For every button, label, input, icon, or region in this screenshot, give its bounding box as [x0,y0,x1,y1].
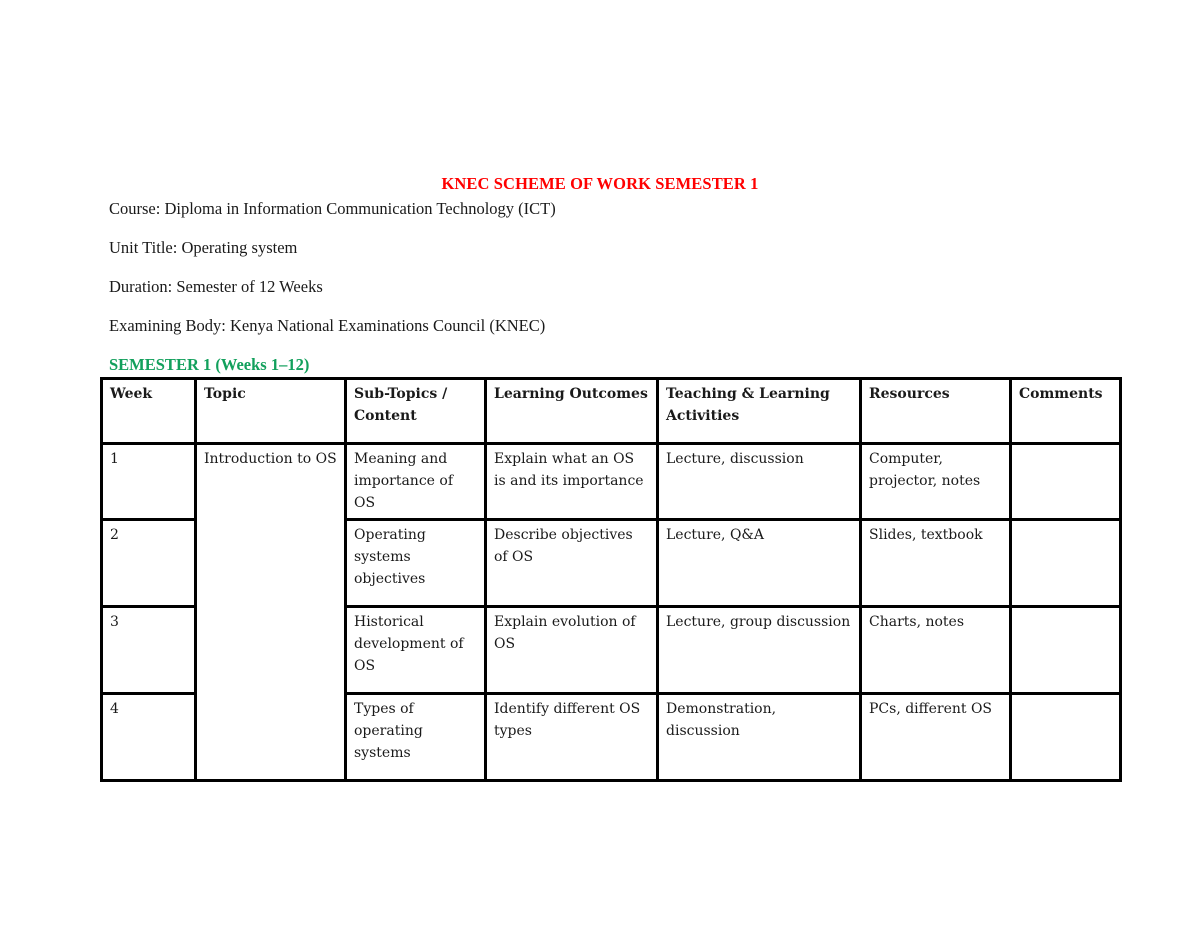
header-subtopics: Sub-Topics / Content [346,379,486,444]
table-row [102,444,1121,520]
examining-body-line: Examining Body: Kenya National Examinations Council (KNEC) [109,316,546,335]
cell-comments [1011,444,1121,520]
cell-activities: Lecture, discussion [658,444,861,520]
header-learning-outcomes: Learning Outcomes [486,379,658,444]
cell-resources: Computer, projector, notes [861,444,1011,520]
cell-comments [1011,607,1121,694]
semester-heading: SEMESTER 1 (Weeks 1–12) [109,355,310,374]
cell-topic: Introduction to OS [196,444,346,781]
unit-title-line: Unit Title: Operating system [109,238,298,257]
cell-subtopic: Types of operating systems [346,694,486,781]
header-resources: Resources [861,379,1011,444]
duration-line: Duration: Semester of 12 Weeks [109,277,323,296]
cell-week: 3 [102,607,196,694]
cell-subtopic: Meaning and importance of OS [346,444,486,520]
cell-week: 4 [102,694,196,781]
cell-activities: Lecture, Q&A [658,520,861,607]
cell-resources: PCs, different OS [861,694,1011,781]
cell-week: 2 [102,520,196,607]
cell-resources: Slides, textbook [861,520,1011,607]
header-topic: Topic [196,379,346,444]
cell-outcome: Describe objectives of OS [486,520,658,607]
cell-comments [1011,694,1121,781]
cell-subtopic: Historical development of OS [346,607,486,694]
cell-outcome: Explain evolution of OS [486,607,658,694]
header-week: Week [102,379,196,444]
cell-activities: Demonstration, discussion [658,694,861,781]
cell-comments [1011,520,1121,607]
cell-subtopic: Operating systems objectives [346,520,486,607]
header-activities: Teaching & Learning Activities [658,379,861,444]
cell-activities: Lecture, group discussion [658,607,861,694]
course-line: Course: Diploma in Information Communication Technology (ICT) [109,199,556,218]
table-header-row [102,379,1121,444]
cell-week: 1 [102,444,196,520]
header-comments: Comments [1011,379,1121,444]
document-title: KNEC SCHEME OF WORK SEMESTER 1 [441,174,759,193]
cell-outcome: Explain what an OS is and its importance [486,444,658,520]
scheme-of-work-table [100,377,1122,782]
cell-outcome: Identify different OS types [486,694,658,781]
cell-resources: Charts, notes [861,607,1011,694]
